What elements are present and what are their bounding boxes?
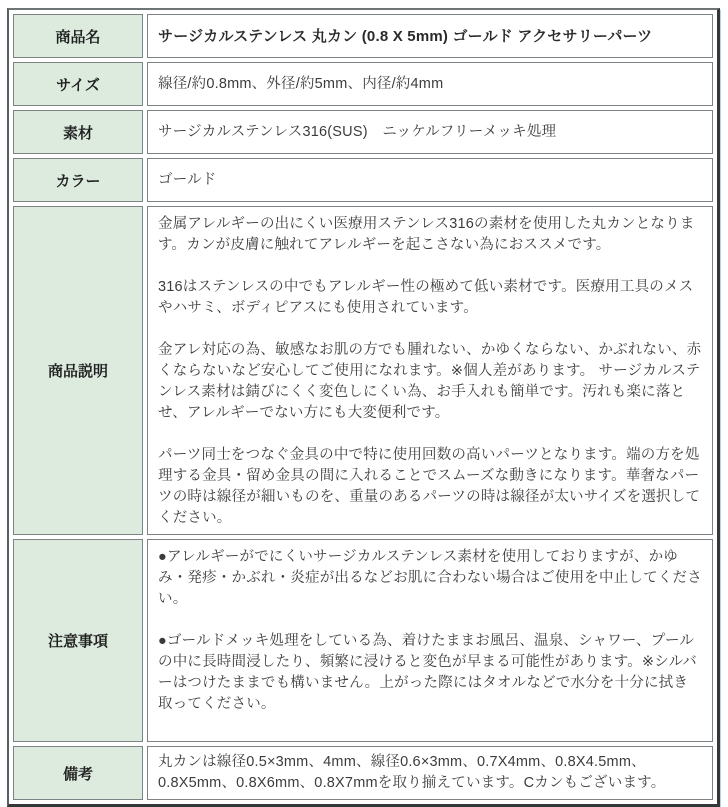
spec-value-size: 線径/約0.8mm、外径/約5mm、内径/約4mm	[147, 62, 713, 106]
spec-value-product-name: サージカルステンレス 丸カン (0.8 X 5mm) ゴールド アクセサリーパーツ	[147, 14, 713, 58]
spec-label-description: 商品説明	[13, 206, 143, 535]
description-paragraph: 316はステンレスの中でもアレルギー性の極めて低い素材です。医療用工具のメスやハサミ、ボディピアスにも使用されています。	[158, 279, 694, 316]
spec-label-product-name: 商品名	[13, 14, 143, 58]
table-row-color	[13, 158, 713, 202]
description-paragraph: パーツ同士をつなぐ金具の中で特に使用回数の高いパーツとなります。端の方を処理する金具・留め金具の間に入れることでスムーズな動きになります。華奢なパーツの時は線径が細いものを、重量のあるパーツの時は線径が太いサイズを選択してください。	[158, 447, 701, 526]
spec-label-precautions: 注意事項	[13, 539, 143, 742]
table-row-material	[13, 110, 713, 154]
spec-value-remarks	[147, 746, 713, 800]
description-paragraph: 金属アレルギーの出にくい医療用ステンレス316の素材を使用した丸カンとなります。カンが皮膚に触れてアレルギーを起こさない為におススメです。	[158, 216, 695, 253]
spec-label-material: 素材	[13, 110, 143, 154]
spec-value-color: ゴールド	[147, 158, 713, 202]
table-row-product-name	[13, 14, 713, 58]
spec-value-precautions	[147, 539, 713, 742]
table-row-remarks	[13, 746, 713, 800]
table-row-size	[13, 62, 713, 106]
product-spec-table	[7, 8, 720, 807]
precaution-paragraph: ●アレルギーがでにくいサージカルステンレス素材を使用しておりますが、かゆみ・発疹・かぶれ・炎症が出るなどお肌に合わない場合はご使用を中止してください。	[158, 549, 702, 607]
spec-value-description	[147, 206, 713, 535]
table-row-precautions	[13, 539, 713, 742]
table-row-description	[13, 206, 713, 535]
description-paragraph: 金アレ対応の為、敏感なお肌の方でも腫れない、かゆくならない、かぶれない、赤くならないなど安心してご使用になれます。※個人差があります。 サージカルステンレス素材は錆びにくく変色しにくい為、お手入れも簡単です。汚れも楽に落とせ、アレルギーでない方にも大変便利です。	[158, 342, 702, 421]
spec-label-size: サイズ	[13, 62, 143, 106]
spec-value-material: サージカルステンレス316(SUS) ニッケルフリーメッキ処理	[147, 110, 713, 154]
spec-label-color: カラー	[13, 158, 143, 202]
precaution-paragraph: ●ゴールドメッキ処理をしている為、着けたままお風呂、温泉、シャワー、プールの中に長時間浸したり、頻繁に浸けると変色が早まる可能性があります。※シルバーはつけたままでも構いません。上がった際にはタオルなどで水分を十分に拭き取ってください。	[158, 633, 698, 712]
remarks-paragraph: 丸カンは線径0.5×3mm、4mm、線径0.6×3mm、0.7X4mm、0.8X4.5mm、0.8X5mm、0.8X6mm、0.8X7mmを取り揃えています。Cカンもございます。	[158, 754, 666, 791]
spec-label-remarks: 備考	[13, 746, 143, 800]
